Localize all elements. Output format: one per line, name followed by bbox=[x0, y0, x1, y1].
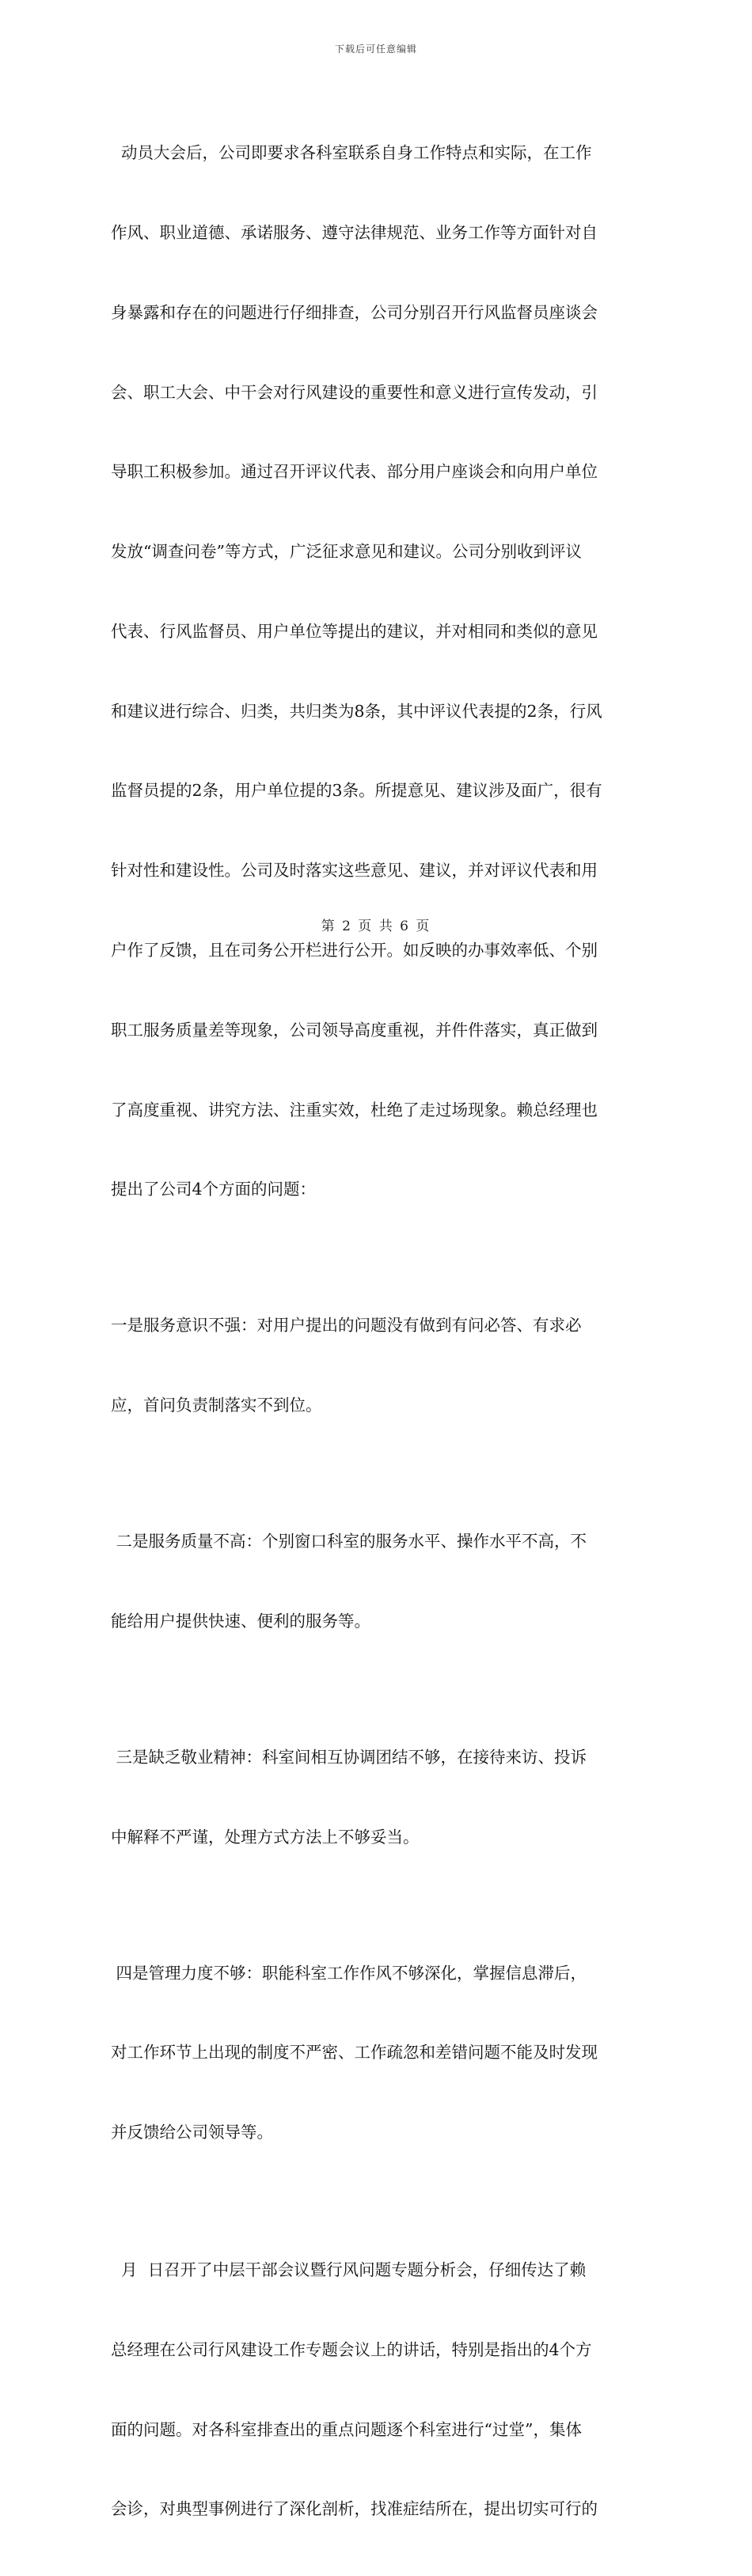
text-line: 一是服务意识不强：对用户提出的问题没有做到有问必答、有求必 bbox=[111, 1316, 582, 1335]
text-line: 并反馈给公司领导等。 bbox=[111, 2123, 273, 2142]
text-line: 应，首问负责制落实不到位。 bbox=[111, 1396, 322, 1415]
text-line: 会、职工大会、中干会对行风建设的重要性和意义进行宣传发动，引 bbox=[111, 382, 598, 402]
paragraph-issue-one bbox=[111, 1260, 649, 1472]
page-number: 第 2 页 共 6 页 bbox=[321, 919, 431, 934]
text-line: 导职工积极参加。通过召开评议代表、部分用户座谈会和向用户单位 bbox=[111, 462, 598, 482]
text-line: 针对性和建设性。公司及时落实这些意见、建议，并对评议代表和用 bbox=[111, 861, 598, 881]
text-line: 和建议进行综合、归类，共归类为8条，其中评议代表提的2条，行风 bbox=[111, 701, 602, 721]
paragraph-issue-four bbox=[111, 1907, 649, 2199]
paragraph-meeting bbox=[111, 2204, 649, 2576]
text-line: 作风、职业道德、承诺服务、遵守法律规范、业务工作等方面针对自 bbox=[111, 222, 598, 242]
text-line: 总经理在公司行风建设工作专题会议上的讲话，特别是指出的4个方 bbox=[111, 2339, 592, 2359]
text-line: 职工服务质量差等现象，公司领导高度重视，并件件落实，真正做到 bbox=[111, 1020, 598, 1040]
text-line: 了高度重视、讲究方法、注重实效，杜绝了走过场现象。赖总经理也 bbox=[111, 1100, 598, 1119]
text-line: 监督员提的2条，用户单位提的3条。所提意见、建议涉及面广，很有 bbox=[111, 781, 602, 801]
text-line: 中解释不严谨，处理方式方法上不够妥当。 bbox=[111, 1827, 420, 1847]
text-line: 三是缺乏敬业精神：科室间相互协调团结不够，在接待来访、投诉 bbox=[111, 1747, 587, 1767]
text-line: 会诊，对典型事例进行了深化剖析，找准症结所在，提出切实可行的 bbox=[111, 2499, 598, 2519]
text-line: 对工作环节上出现的制度不严密、工作疏忽和差错问题不能及时发现 bbox=[111, 2043, 598, 2063]
text-line: 四是管理力度不够：职能科室工作作风不够深化，掌握信息滞后， bbox=[111, 1963, 587, 1983]
text-line: 代表、行风监督员、用户单位等提出的建议，并对相同和类似的意见 bbox=[111, 621, 598, 641]
text-line: 发放“调查问卷”等方式，广泛征求意见和建议。公司分别收到评议 bbox=[111, 542, 582, 562]
page-header-note: 下载后可任意编辑 bbox=[334, 44, 417, 55]
paragraph-mobilization bbox=[111, 87, 649, 1256]
text-line: 能给用户提供快速、便利的服务等。 bbox=[111, 1611, 370, 1631]
paragraph-issue-two bbox=[111, 1476, 649, 1688]
text-line: 二是服务质量不高：个别窗口科室的服务水平、操作水平不高，不 bbox=[111, 1532, 587, 1551]
text-line: 提出了公司4个方面的问题： bbox=[111, 1180, 317, 1199]
document-body bbox=[111, 87, 649, 2576]
text-line: 月 日召开了中层干部会议暨行风问题专题分析会，仔细传达了赖 bbox=[111, 2260, 587, 2280]
paragraph-issue-three bbox=[111, 1691, 649, 1904]
text-line: 户作了反馈，且在司务公开栏进行公开。如反映的办事效率低、个别 bbox=[111, 941, 598, 960]
text-line: 面的问题。对各科室排查出的重点问题逐个科室进行“过堂”，集体 bbox=[111, 2419, 582, 2439]
text-line: 动员大会后，公司即要求各科室联系自身工作特点和实际，在工作 bbox=[111, 143, 592, 163]
text-line: 身暴露和存在的问题进行仔细排查，公司分别召开行风监督员座谈会 bbox=[111, 302, 598, 322]
